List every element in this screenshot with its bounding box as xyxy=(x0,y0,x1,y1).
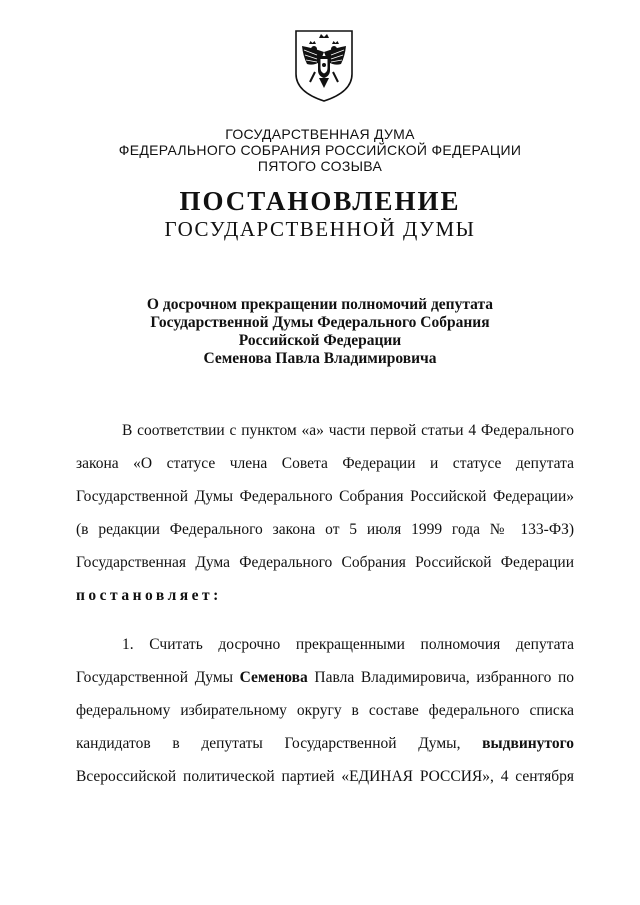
preamble-line-3: Государственной Думы Федерального Собрания Российской Федерации» xyxy=(76,488,574,505)
item-1-line-2-pre: Государственной Думы xyxy=(76,669,240,686)
issuer-line-1: ГОСУДАРСТВЕННАЯ ДУМА xyxy=(225,126,415,142)
preamble-paragraph xyxy=(76,414,574,612)
nominated-word: выдвинутого xyxy=(482,735,574,752)
document-title: ПОСТАНОВЛЕНИЕ xyxy=(179,186,461,216)
document-subtitle: ГОСУДАРСТВЕННОЙ ДУМЫ xyxy=(164,217,476,241)
issuer-line-2: ФЕДЕРАЛЬНОГО СОБРАНИЯ РОССИЙСКОЙ ФЕДЕРАЦИИ xyxy=(118,142,522,158)
item-1-line-4 xyxy=(76,727,574,760)
preamble-line-5: Государственная Дума Федерального Собрания Российской Федерации xyxy=(76,554,574,571)
resolves-word: постановляет: xyxy=(76,587,222,604)
item-1-line-5: Всероссийской политической партией «ЕДИНАЯ РОССИЯ», 4 сентября xyxy=(76,768,574,785)
item-1-paragraph xyxy=(76,628,574,793)
item-1-line-3: федеральному избирательному округу в составе федерального списка xyxy=(76,702,574,719)
preamble-line-1: В соответствии с пунктом «а» части первой статьи 4 Федерального xyxy=(122,422,574,439)
item-1-line-2 xyxy=(76,661,574,694)
item-1-line-4-pre: кандидатов в депутаты Государственной Думы, xyxy=(76,735,483,752)
preamble-line-4: (в редакции Федерального закона от 5 июля 1999 года № 133-ФЗ) xyxy=(76,521,574,538)
item-1-line-2-post: Павла Владимировича, избранного по xyxy=(307,669,574,686)
subject-line-3: Российской Федерации xyxy=(238,332,402,349)
deputy-surname: Семенова xyxy=(239,669,308,686)
subject-line-4: Семенова Павла Владимировича xyxy=(203,350,437,367)
coat-of-arms-emblem xyxy=(293,28,355,104)
preamble-line-2: закона «О статусе члена Совета Федерации и статусе депутата xyxy=(76,455,574,472)
item-1-line-1: 1. Считать досрочно прекращенными полномочия депутата xyxy=(122,636,574,653)
subject-line-2: Государственной Думы Федерального Собрания xyxy=(150,314,490,331)
issuer-line-3: ПЯТОГО СОЗЫВА xyxy=(257,158,383,174)
subject-line-1: О досрочном прекращении полномочий депутата xyxy=(146,296,494,313)
